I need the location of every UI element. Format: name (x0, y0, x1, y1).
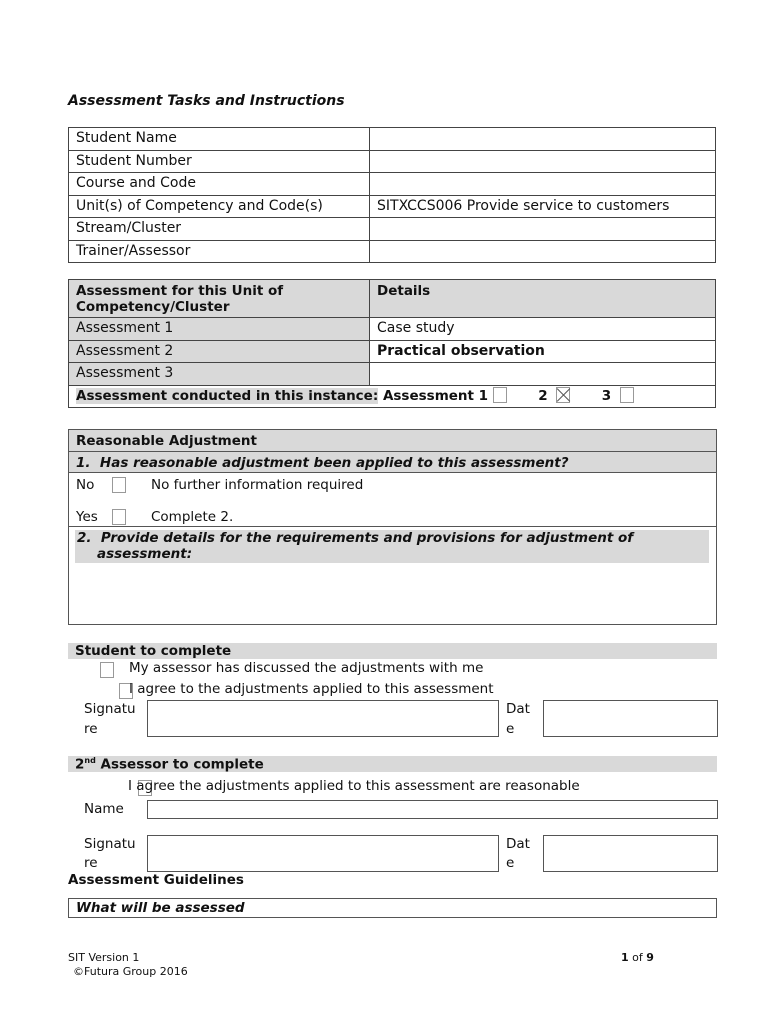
signature-label: Signatu (84, 701, 136, 717)
footer-version: SIT Version 1 (68, 951, 140, 964)
conducted-assessment-3-label: 3 (601, 387, 612, 404)
student-complete-heading: Student to complete (68, 643, 717, 659)
conducted-cell (69, 385, 716, 408)
column-header: Assessment for this Unit of Competency/Cluster (69, 280, 370, 318)
column-header: Details (370, 280, 716, 318)
conducted-label: Assessment conducted in this instance: (76, 387, 379, 404)
second-assessor-signature-field[interactable] (147, 835, 499, 872)
date-label: Dat (506, 701, 530, 717)
row-label: Unit(s) of Competency and Code(s) (69, 195, 370, 218)
row-label: Assessment 2 (69, 340, 370, 363)
table-row (69, 240, 716, 263)
agree-reasonable-label: I agree the adjustments applied to this assessment are reasonable (128, 778, 580, 794)
student-details-table (68, 127, 716, 263)
conducted-assessment-1-label: Assessment 1 (382, 387, 489, 404)
what-assessed-box (68, 898, 717, 918)
student-signature-field[interactable] (147, 700, 499, 737)
section-heading: Reasonable Adjustment (69, 430, 716, 452)
row-label: Student Number (69, 150, 370, 173)
signature-label-cont: re (84, 721, 98, 737)
table-row (69, 218, 716, 241)
table-row (69, 195, 716, 218)
name-label: Name (84, 801, 124, 817)
table-row (69, 363, 716, 386)
assessment-detail (370, 363, 716, 386)
yes-label: Yes (76, 509, 98, 525)
assessment-table (68, 279, 716, 408)
agree-adjustments-label: I agree to the adjustments applied to this assessment (129, 681, 494, 697)
footer-copyright: ©Futura Group 2016 (73, 965, 188, 978)
row-label: Course and Code (69, 173, 370, 196)
no-checkbox[interactable] (112, 477, 126, 493)
signature-label-cont: re (84, 855, 98, 871)
unit-competency-field[interactable]: SITXCCS006 Provide service to customers (370, 195, 716, 218)
student-name-field[interactable] (370, 128, 716, 151)
yes-text: Complete 2. (151, 509, 234, 525)
table-row (69, 150, 716, 173)
adjustment-details-field[interactable] (75, 566, 709, 620)
assessor-discussed-checkbox[interactable] (100, 662, 114, 678)
student-date-field[interactable] (543, 700, 718, 737)
question-2: 2. Provide details for the requirements and provisions for adjustment of assessment: (75, 530, 709, 563)
second-assessor-heading: 2nd Assessor to complete (68, 756, 717, 772)
row-label: Assessment 1 (69, 318, 370, 341)
date-label-cont: e (506, 855, 515, 871)
conducted-assessment-2-label: 2 (538, 387, 548, 404)
table-header-row (69, 280, 716, 318)
assessor-discussed-label: My assessor has discussed the adjustments with me (129, 660, 484, 676)
question-1: 1. Has reasonable adjustment been applied to this assessment? (69, 452, 716, 473)
course-code-field[interactable] (370, 173, 716, 196)
student-number-field[interactable] (370, 150, 716, 173)
assessment-detail: Case study (370, 318, 716, 341)
no-label: No (76, 477, 95, 493)
assessment-3-checkbox[interactable] (620, 387, 634, 403)
assessment-2-checkbox[interactable] (556, 387, 570, 403)
no-text: No further information required (151, 477, 364, 493)
date-label-cont: e (506, 721, 515, 737)
second-assessor-date-field[interactable] (543, 835, 718, 872)
table-row (69, 173, 716, 196)
trainer-assessor-field[interactable] (370, 240, 716, 263)
second-assessor-name-field[interactable] (147, 800, 718, 819)
conducted-row (69, 385, 716, 408)
question-2-divider (69, 526, 716, 527)
guidelines-heading: Assessment Guidelines (68, 872, 244, 888)
yes-checkbox[interactable] (112, 509, 126, 525)
signature-label: Signatu (84, 836, 136, 852)
row-label: Assessment 3 (69, 363, 370, 386)
row-label: Trainer/Assessor (69, 240, 370, 263)
assessment-detail: Practical observation (370, 340, 716, 363)
page-title: Assessment Tasks and Instructions (68, 93, 345, 109)
assessment-1-checkbox[interactable] (493, 387, 507, 403)
table-row (69, 128, 716, 151)
row-label: Stream/Cluster (69, 218, 370, 241)
row-label: Student Name (69, 128, 370, 151)
reasonable-adjustment-section (68, 429, 717, 625)
table-row (69, 318, 716, 341)
what-assessed-label: What will be assessed (76, 900, 245, 916)
date-label: Dat (506, 836, 530, 852)
page-number: 1 of 9 (621, 951, 654, 964)
table-row (69, 340, 716, 363)
stream-cluster-field[interactable] (370, 218, 716, 241)
